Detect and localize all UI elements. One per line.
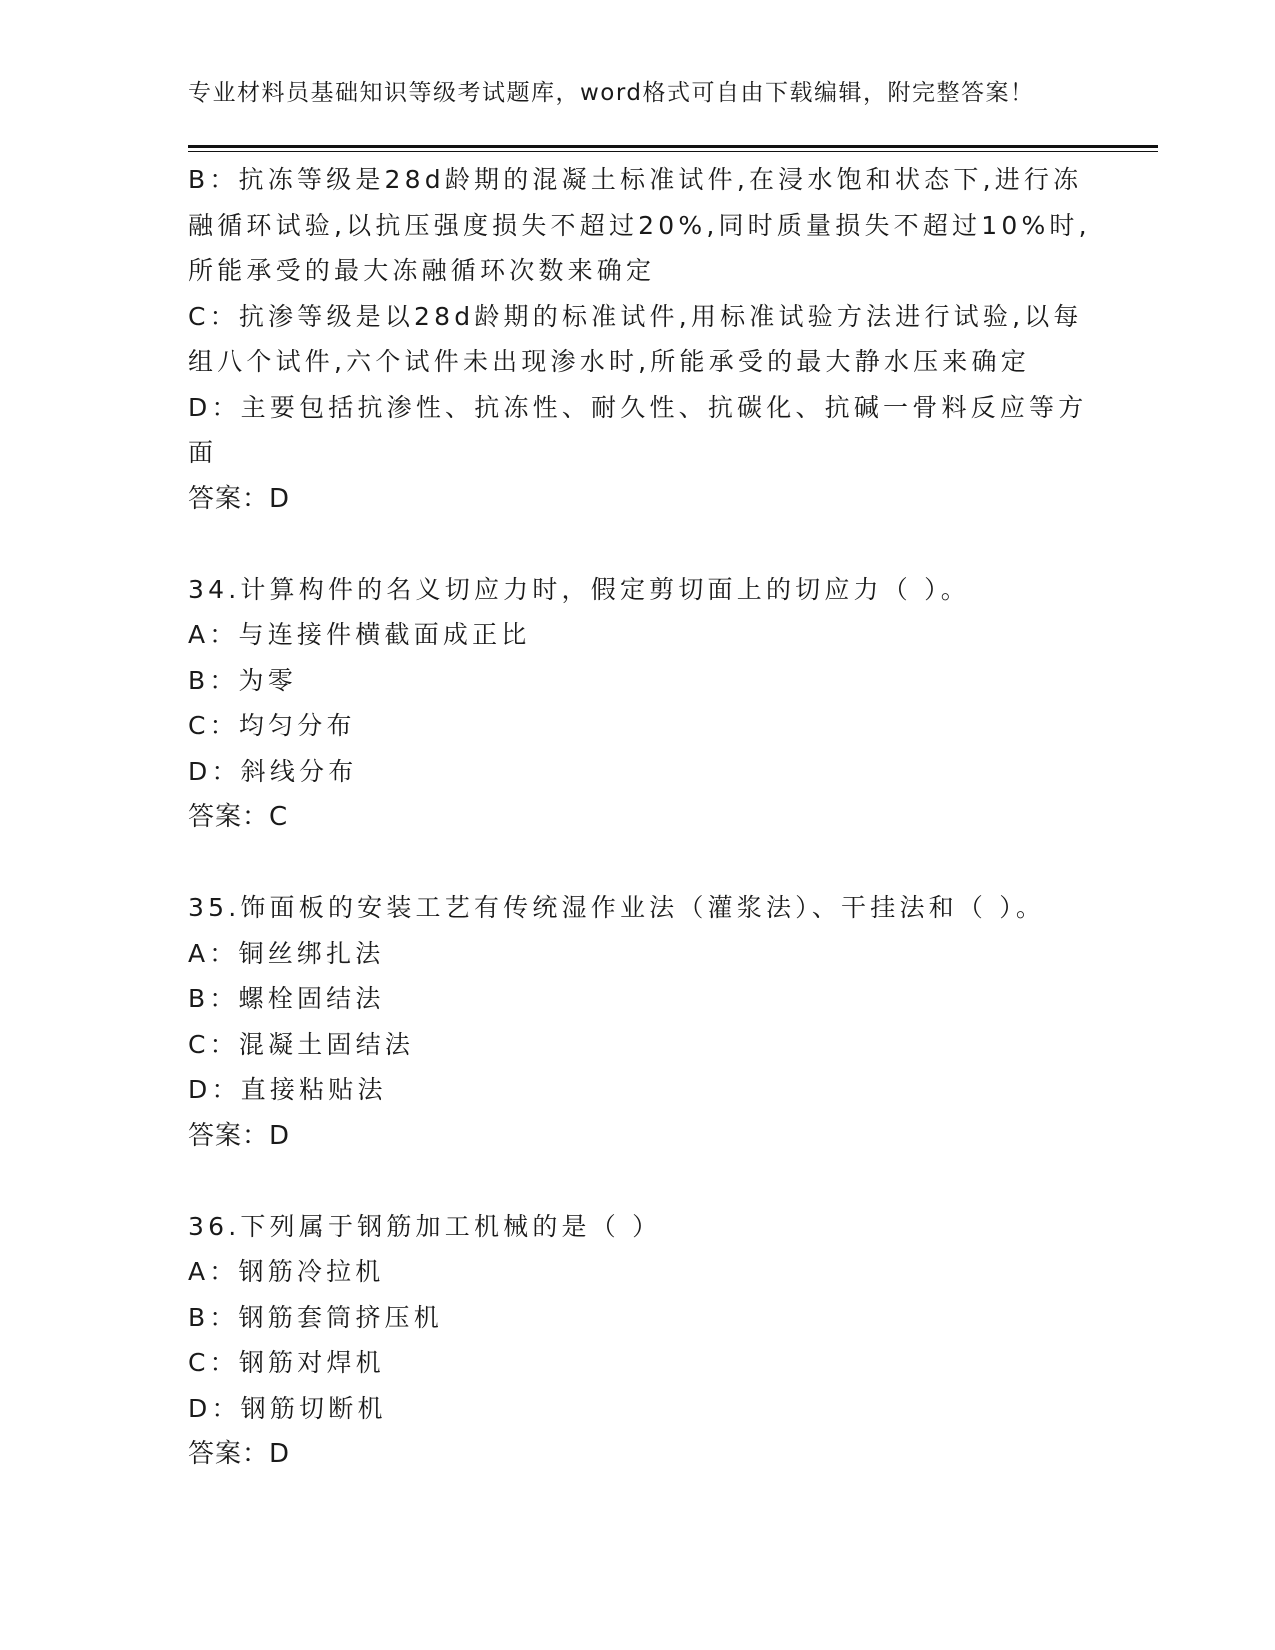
option-c: C：钢筋对焊机 — [188, 1348, 385, 1377]
question-stem: 35.饰面板的安装工艺有传统湿作业法（灌浆法）、干挂法和（ ）。 — [188, 893, 1046, 922]
question-36 — [188, 1204, 1088, 1478]
option-line: 所能承受的最大冻融循环次数来确定 — [188, 256, 656, 285]
question-35 — [188, 885, 1088, 1159]
page-header: 专业材料员基础知识等级考试题库，word格式可自由下载编辑，附完整答案！ — [188, 80, 1035, 106]
option-d: D：直接粘贴法 — [188, 1075, 387, 1104]
option-a: A：铜丝绑扎法 — [188, 938, 385, 968]
answer-line: 答案：D — [188, 1439, 291, 1469]
question-stem: 36.下列属于钢筋加工机械的是（ ） — [188, 1211, 662, 1241]
answer-line: 答案：D — [188, 1120, 291, 1151]
question-34 — [188, 567, 1088, 841]
answer-line: 答案：D — [188, 483, 291, 514]
option-c: C：均匀分布 — [188, 711, 356, 740]
option-line: 融循环试验,以抗压强度损失不超过20%,同时质量损失不超过10%时, — [188, 210, 1091, 240]
option-line: 面 — [188, 438, 218, 467]
option-c: C：混凝土固结法 — [188, 1029, 415, 1059]
question-content — [188, 157, 1091, 1477]
option-b: B：螺栓固结法 — [188, 984, 385, 1013]
question-stem: 34.计算构件的名义切应力时，假定剪切面上的切应力（ ）。 — [188, 574, 971, 604]
option-a: A：钢筋冷拉机 — [188, 1257, 385, 1286]
option-line: 组八个试件,六个试件未出现渗水时,所能承受的最大静水压来确定 — [188, 347, 1030, 376]
option-line: D：主要包括抗渗性、抗冻性、耐久性、抗碳化、抗碱一骨料反应等方 — [188, 392, 1088, 422]
header-rule — [188, 145, 1158, 152]
option-b: B：钢筋套筒挤压机 — [188, 1302, 443, 1332]
option-d: D：斜线分布 — [188, 756, 358, 786]
answer-line: 答案：C — [188, 802, 289, 832]
option-line: C：抗渗等级是以28d龄期的标准试件,用标准试验方法进行试验,以每 — [188, 301, 1083, 331]
option-d: D：钢筋切断机 — [188, 1393, 387, 1423]
continued-question — [188, 157, 1091, 522]
option-a: A：与连接件横截面成正比 — [188, 620, 531, 649]
option-b: B：为零 — [188, 665, 297, 695]
option-line: B：抗冻等级是28d龄期的混凝土标准试件,在浸水饱和状态下,进行冻 — [188, 165, 1083, 194]
